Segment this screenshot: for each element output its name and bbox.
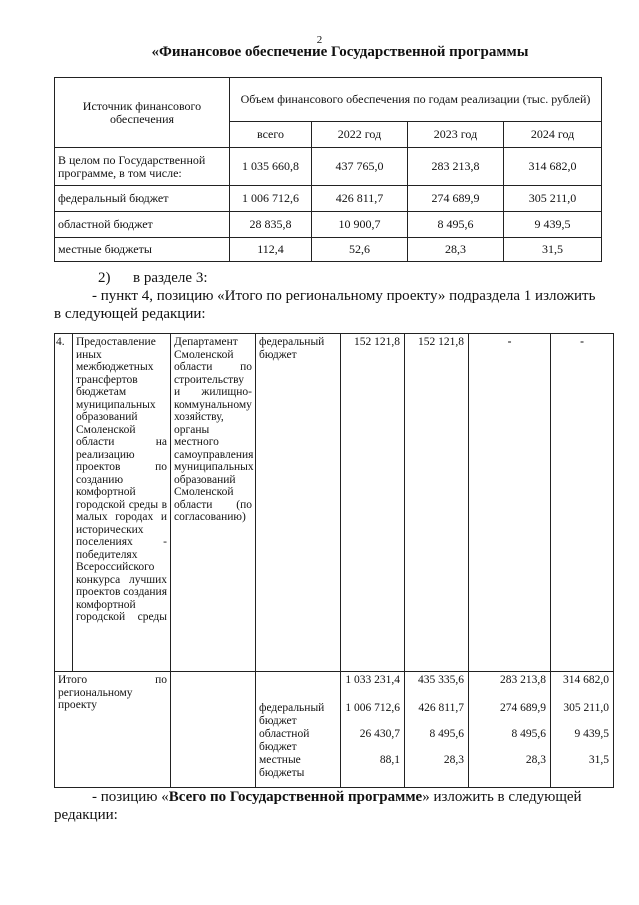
measure-total: 152 121,8	[341, 334, 405, 672]
row-2023: 274 689,9	[408, 186, 504, 212]
paragraph-total-line2: редакции:	[54, 807, 118, 823]
paragraph-item-4-line2: в следующей редакции:	[54, 306, 206, 322]
itogo-source-federal: федеральный бюджет	[259, 702, 325, 727]
itogo-source-local: местные бюджеты	[259, 754, 305, 779]
itogo-executor	[171, 672, 256, 788]
itogo-2024-col	[551, 672, 614, 788]
row-2024: 314 682,0	[504, 148, 602, 186]
itogo-total: 1 033 231,4	[345, 674, 400, 686]
row-2022: 10 900,7	[312, 212, 408, 238]
paragraph-total-line1	[92, 789, 582, 806]
row-label: В целом по Государственной программе, в том числе:	[55, 148, 230, 186]
row-2024: 31,5	[504, 238, 602, 262]
itogo-2023-col	[469, 672, 551, 788]
volume-header: Объем финансового обеспечения по годам реализации (тыс. рублей)	[230, 78, 602, 122]
col-total-header: всего	[230, 122, 312, 148]
row-number: 4.	[55, 334, 73, 672]
measure-description: Предоставление иных межбюджетных трансфертов бюджетам муниципальных образований Смоленской области на реализацию проектов по созданию комфортной городской среды в малых городах и исторических поселениях - победителях Всероссийского конкурса лучших проектов создания комфортной городской среды	[73, 334, 171, 672]
itogo-2022: 435 335,6	[418, 674, 464, 686]
page-number: 2	[316, 34, 323, 46]
table-row	[55, 148, 602, 186]
table-row	[55, 186, 602, 212]
row-total: 1 035 660,8	[230, 148, 312, 186]
col-2023-header: 2023 год	[408, 122, 504, 148]
row-2023: 28,3	[408, 238, 504, 262]
row-label: областной бюджет	[55, 212, 230, 238]
itogo-label: Итого по региональному проекту	[55, 672, 171, 788]
itogo-2023: 283 213,8	[500, 674, 546, 686]
row-2022: 437 765,0	[312, 148, 408, 186]
row-label: местные бюджеты	[55, 238, 230, 262]
col-2024-header: 2024 год	[504, 122, 602, 148]
executor-cell: Департамент Смоленской области по строительству и жилищно-коммунальному хозяйству, органы местного самоуправления муниципальных образований Смоленской области (по согласованию)	[171, 334, 256, 672]
financing-table	[54, 77, 602, 262]
paragraph-item-4-line1: - пункт 4, позицию «Итого по региональному проекту» подраздела 1 изложить	[92, 288, 596, 304]
itogo-total-col	[341, 672, 405, 788]
funding-source: федеральный бюджет	[256, 334, 341, 672]
itogo-total-local: 88,1	[379, 754, 400, 766]
regional-project-table	[54, 333, 614, 788]
row-2024: 9 439,5	[504, 212, 602, 238]
itogo-2024: 314 682,0	[563, 674, 609, 686]
row-2022: 52,6	[312, 238, 408, 262]
col-2022-header: 2022 год	[312, 122, 408, 148]
paragraph-total-prefix: - позицию «	[92, 789, 169, 805]
itogo-2023-local: 28,3	[525, 754, 546, 766]
itogo-2022-federal: 426 811,7	[418, 702, 464, 714]
table-row	[55, 212, 602, 238]
paragraph-section-3: 2) в разделе 3:	[98, 270, 208, 286]
table-row	[55, 334, 614, 672]
itogo-2022-col	[405, 672, 469, 788]
itogo-2024-local: 31,5	[588, 754, 609, 766]
itogo-total-federal: 1 006 712,6	[345, 702, 400, 714]
itogo-row	[55, 672, 614, 788]
row-total: 28 835,8	[230, 212, 312, 238]
row-2024: 305 211,0	[504, 186, 602, 212]
paragraph-total-bold: Всего по Государственной программе	[168, 789, 423, 805]
source-header: Источник финансового обеспечения	[55, 78, 230, 148]
itogo-2024-regional: 9 439,5	[574, 728, 609, 740]
table-row	[55, 238, 602, 262]
itogo-sources	[256, 672, 341, 788]
itogo-2024-federal: 305 211,0	[563, 702, 609, 714]
row-label: федеральный бюджет	[55, 186, 230, 212]
itogo-2023-regional: 8 495,6	[511, 728, 546, 740]
row-2023: 8 495,6	[408, 212, 504, 238]
row-2022: 426 811,7	[312, 186, 408, 212]
row-2023: 283 213,8	[408, 148, 504, 186]
measure-2024: -	[551, 334, 614, 672]
paragraph-total-suffix: » изложить в следующей	[422, 789, 582, 805]
row-total: 1 006 712,6	[230, 186, 312, 212]
itogo-source-regional: областной бюджет	[259, 728, 310, 753]
measure-2023: -	[469, 334, 551, 672]
itogo-total-regional: 26 430,7	[359, 728, 400, 740]
row-total: 112,4	[230, 238, 312, 262]
itogo-2022-local: 28,3	[443, 754, 464, 766]
measure-2022: 152 121,8	[405, 334, 469, 672]
itogo-2023-federal: 274 689,9	[500, 702, 546, 714]
section-title: «Финансовое обеспечение Государственной программы	[151, 44, 529, 60]
itogo-2022-regional: 8 495,6	[429, 728, 464, 740]
